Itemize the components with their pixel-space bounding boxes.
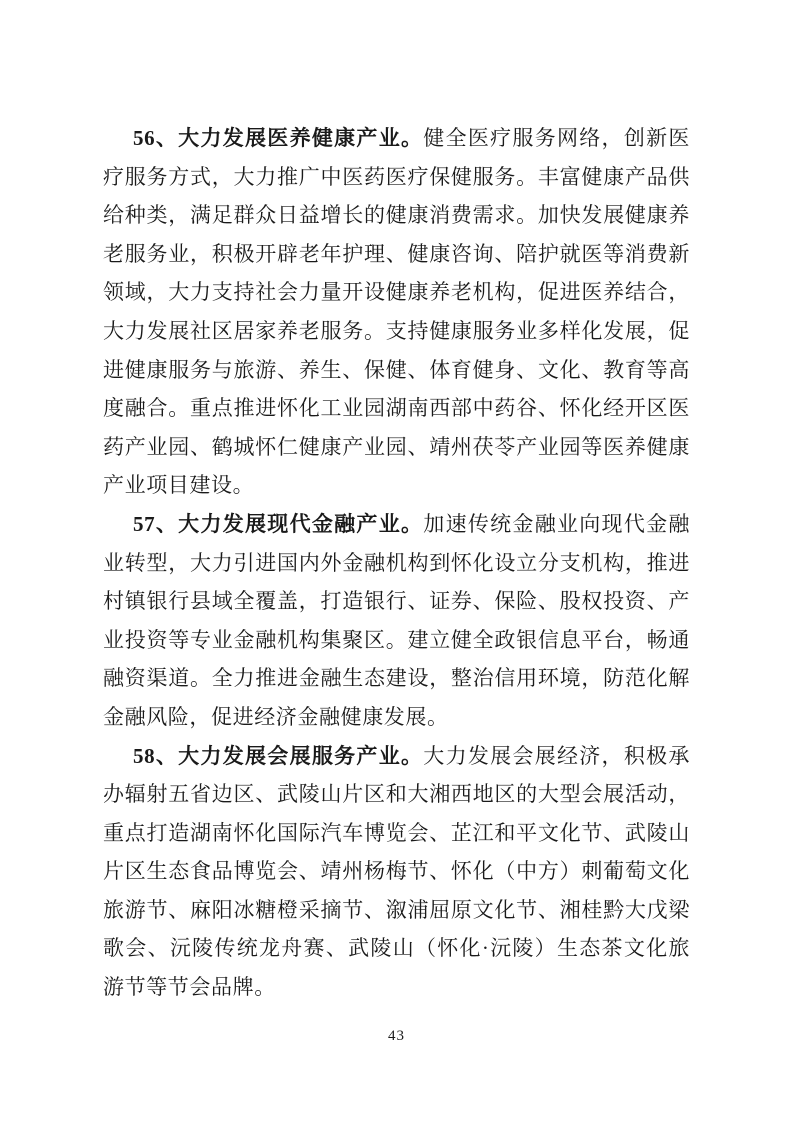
- page-number: 43: [388, 1028, 405, 1044]
- section-58-text: 大力发展会展经济，积极承办辐射五省边区、武陵山片区和大湘西地区的大型会展活动，重点打造湖南怀化国际汽车博览会、芷江和平文化节、武陵山片区生态食品博览会、靖州杨梅节、怀化（中方）刺葡萄文化旅游节、麻阳冰糖橙采摘节、溆浦屈原文化节、湘桂黔大戊梁歌会、沅陵传统龙舟赛、武陵山（怀化·沅陵）生态茶文化旅游节等节会品牌。: [103, 743, 690, 1000]
- section-56-paragraph: [103, 119, 690, 505]
- document-body: [103, 119, 690, 1007]
- section-57-heading: 57、大力发展现代金融产业。: [133, 511, 424, 536]
- section-58-paragraph: [103, 737, 690, 1007]
- section-57-paragraph: [103, 505, 690, 737]
- section-57-text: 加速传统金融业向现代金融业转型，大力引进国内外金融机构到怀化设立分支机构，推进村镇银行县域全覆盖，打造银行、证券、保险、股权投资、产业投资等专业金融机构集聚区。建立健全政银信息平台，畅通融资渠道。全力推进金融生态建设，整治信用环境，防范化解金融风险，促进经济金融健康发展。: [103, 511, 690, 729]
- section-56-heading: 56、大力发展医养健康产业。: [133, 126, 424, 150]
- section-58-heading: 58、大力发展会展服务产业。: [133, 743, 424, 768]
- section-56-text: 健全医疗服务网络，创新医疗服务方式，大力推广中医药医疗保健服务。丰富健康产品供给种类，满足群众日益增长的健康消费需求。加快发展健康养老服务业，积极开辟老年护理、健康咨询、陪护就医等消费新领域，大力支持社会力量开设健康养老机构，促进医养结合，大力发展社区居家养老服务。支持健康服务业多样化发展，促进健康服务与旅游、养生、保健、体育健身、文化、教育等高度融合。重点推进怀化工业园湖南西部中药谷、怀化经开区医药产业园、鹤城怀仁健康产业园、靖州茯苓产业园等医养健康产业项目建设。: [103, 126, 690, 498]
